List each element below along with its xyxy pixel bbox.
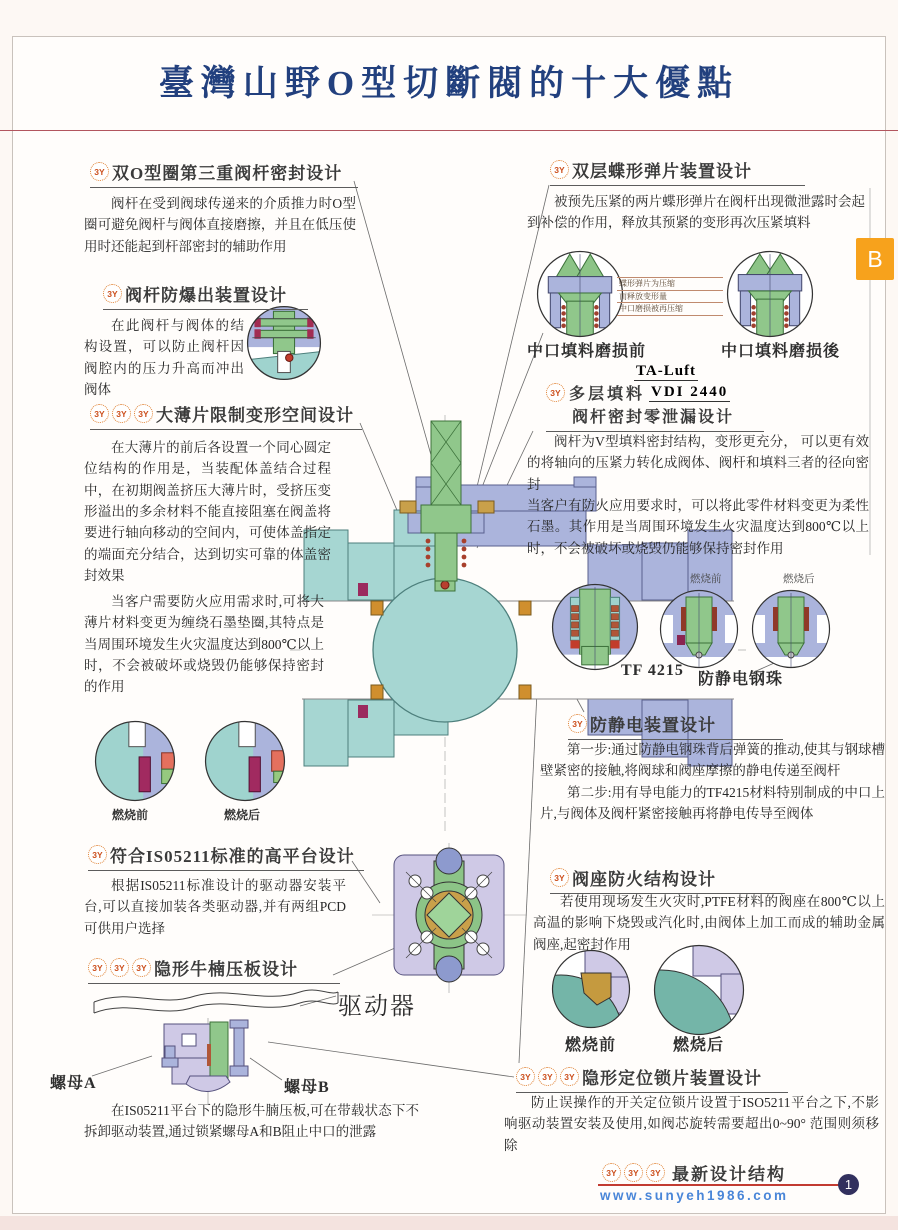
3y-badge-icon: 3Y — [568, 714, 587, 733]
disc-spring-annotations — [617, 277, 723, 316]
3y-badge-icon: 3Y — [88, 845, 107, 864]
label-after-burn: 燃烧后 — [224, 808, 261, 822]
3y-badge-icon: 3Y — [602, 1163, 621, 1182]
antistatic-before-burn-diagram — [659, 589, 739, 669]
brand-slogan: 最新设计结构 — [672, 1165, 786, 1184]
body-stem-blowout: 在此阀杆与阀体的结构设置，可以防止阀杆因阀腔内的压力升高而冲出阀体 — [84, 318, 244, 397]
page-number-badge: 1 — [838, 1174, 859, 1195]
annotation-line: 中口磨损被再压缩 — [617, 303, 723, 316]
heading-multilayer-packing — [546, 362, 764, 432]
heading-text: 多层填料 — [569, 386, 646, 403]
nut-b-label: 螺母B — [284, 1079, 330, 1096]
heading-hidden-lock-plate — [516, 1064, 788, 1093]
tf4215-label: TF 4215 — [621, 662, 684, 679]
3y-badge-icon: 3Y — [134, 404, 153, 423]
body-hidden-gland: 在IS05211平台下的隐形牛腩压板,可在带载状态下不拆卸驱动装置,通过锁紧螺母A和B阻止中口的泄露 — [84, 1103, 419, 1140]
page-title: 臺灣山野O型切斷閥的十大優點 — [158, 64, 740, 103]
gasket-after-fire-diagram — [204, 720, 286, 802]
vdi-2440-label: VDI 2440 — [651, 383, 729, 400]
body-thin-disc-1: 在大薄片的前后各设置一个同心圆定位结构的作用是，当装配体盖结合过程中，在初期阀盖挤压大薄片时，受挤压变形溢出的多余材料不能直接阻塞在阀盖将要进行轴向移动的空间内，可使体盖指定的端面充分结合，达到切实可靠的体盖密封效果 — [84, 440, 331, 583]
body-disc-spring: 被预先压紧的两片蝶形弹片在阀杆出现微泄露时会起到补偿的作用，释放其预紧的变形再次压紧填料 — [527, 194, 865, 231]
label-after-burn: 燃烧后 — [783, 574, 815, 585]
3y-badge-icon: 3Y — [90, 162, 109, 181]
heading-seat-fire — [550, 865, 785, 894]
heading-hidden-gland — [88, 955, 340, 984]
heading-text: 隐形定位锁片装置设计 — [582, 1069, 762, 1088]
3y-badge-icon: 3Y — [646, 1163, 665, 1182]
brand-underline — [598, 1184, 840, 1186]
stem-blowout-detail-diagram — [246, 305, 322, 381]
brand-row — [602, 1160, 786, 1185]
body-hidden-lock-plate: 防止误操作的开关定位锁片设置于ISO5211平台之下,不影响驱动装置安装及使用,如阀芯旋转需要超出0~90° 范围则须移除 — [504, 1095, 879, 1153]
label-before-burn: 燃烧前 — [112, 808, 149, 822]
heading-disc-spring — [550, 157, 805, 186]
heading-text: 阀杆密封零泄漏设计 — [572, 409, 735, 426]
heading-text: 大薄片限制变形空间设计 — [156, 406, 354, 425]
tf4215-packing-diagram — [551, 583, 639, 671]
3y-badge-icon: 3Y — [112, 404, 131, 423]
nut-a-label: 螺母A — [50, 1075, 97, 1092]
3y-badge-icon: 3Y — [550, 868, 569, 887]
3y-badge-icon: 3Y — [88, 958, 107, 977]
title-divider-rule — [0, 130, 898, 131]
seat-before-fire-diagram — [551, 949, 631, 1029]
label-packing-before-wear: 中口填料磨损前 — [527, 343, 647, 360]
iso5211-platform-top-view — [372, 843, 527, 993]
3y-badge-icon: 3Y — [546, 383, 565, 402]
label-before-burn: 燃烧前 — [565, 1037, 617, 1054]
3y-badge-icon: 3Y — [516, 1067, 535, 1086]
3y-badge-icon: 3Y — [110, 958, 129, 977]
seat-after-fire-diagram — [653, 944, 745, 1036]
heading-text: 符合IS05211标准的高平台设计 — [110, 847, 355, 866]
3y-badge-icon: 3Y — [538, 1067, 557, 1086]
packing-before-wear-diagram — [536, 250, 624, 338]
antistatic-ball-label: 防静电钢珠 — [698, 671, 784, 688]
heading-text: 隐形牛楠压板设计 — [154, 960, 298, 979]
paragraph: 阀杆为V型填料密封结构，变形更充分， 可以更有效的将轴向的压紧力转化成阀体、阀杆和填料三者的径向密封 — [527, 434, 869, 492]
3y-badge-icon: 3Y — [550, 160, 569, 179]
heading-text: 阀座防火结构设计 — [572, 870, 716, 889]
paragraph: 当客户有防火应用要求时，可以将此零件材料变更为柔性石墨。其作用是当周围环境发生火灾温度达到800℃以上时，不会被破坏或烧毁仍能够保持密封作用 — [527, 497, 869, 556]
body-antistatic — [540, 739, 885, 824]
ta-luft-label: TA-Luft — [636, 363, 697, 379]
3y-badge-icon: 3Y — [90, 404, 109, 423]
heading-stem-blowout — [103, 281, 308, 310]
body-iso5211-platform: 根据IS05211标准设计的驱动器安装平台,可以直接加装各类驱动器,并有两组PCD可供用户选择 — [84, 878, 346, 936]
packing-after-wear-diagram — [726, 250, 814, 338]
heading-text: 双O型圈第三重阀杆密封设计 — [112, 164, 343, 183]
paragraph: 第一步:通过防静电钢珠背后弹簧的推动,使其与钢球槽壁紧密的接触,将阀球和阀座摩擦的静电传递至阀杆 — [540, 742, 885, 779]
annotation-line: 而释放变形量 — [617, 291, 723, 304]
heading-text: 阀杆防爆出装置设计 — [125, 286, 287, 305]
body-multilayer-packing — [527, 431, 869, 559]
body-double-o-ring: 阀杆在受到阀球传递来的介质推力时O型圈可避免阀杆与阀体直接磨擦，并且在低压使用时还能起到杆部密封的辅助作用 — [84, 196, 356, 254]
3y-badge-icon: 3Y — [560, 1067, 579, 1086]
annotation-line: 蝶形弹片为压缩 — [617, 277, 723, 291]
label-after-burn: 燃烧后 — [673, 1037, 725, 1054]
actuator-label: 驱动器 — [338, 994, 416, 1020]
heading-antistatic — [568, 711, 783, 740]
website-link[interactable]: www.sunyeh1986.com — [600, 1188, 789, 1203]
label-before-burn: 燃烧前 — [690, 574, 722, 585]
3y-badge-icon: 3Y — [624, 1163, 643, 1182]
label-packing-after-wear: 中口填料磨损後 — [721, 343, 841, 360]
heading-iso5211-platform — [88, 842, 364, 871]
heading-text: 双层蝶形弹片装置设计 — [572, 162, 752, 181]
body-seat-fire: 若使用现场发生火灾时,PTFE材料的阀座在800℃以上高温的影响下烧毁或汽化时,由阀体上加工而成的辅助金属阀座,起密封作用 — [533, 894, 885, 952]
paragraph: 第二步:用有导电能力的TF4215材料特别制成的中口上片,与阀体及阀杆紧密接触再将静电传导至阀体 — [540, 784, 885, 821]
antistatic-after-burn-diagram — [751, 589, 831, 669]
3y-badge-icon: 3Y — [103, 284, 122, 303]
body-thin-disc-2: 当客户需要防火应用需求时,可将大薄片材料变更为缠绕石墨垫圈,其特点是当周围环境发生火灾温度达到800℃以上时，不会被破坏或烧毁仍能够保持密封的作用 — [84, 594, 324, 695]
heading-thin-disc — [90, 401, 362, 430]
heading-double-o-ring — [90, 159, 358, 188]
side-index-tab: B — [856, 238, 894, 280]
heading-text: 防静电装置设计 — [590, 716, 716, 735]
3y-badge-icon: 3Y — [132, 958, 151, 977]
gasket-before-fire-diagram — [94, 720, 176, 802]
hidden-gland-mount-diagram — [138, 1018, 278, 1104]
